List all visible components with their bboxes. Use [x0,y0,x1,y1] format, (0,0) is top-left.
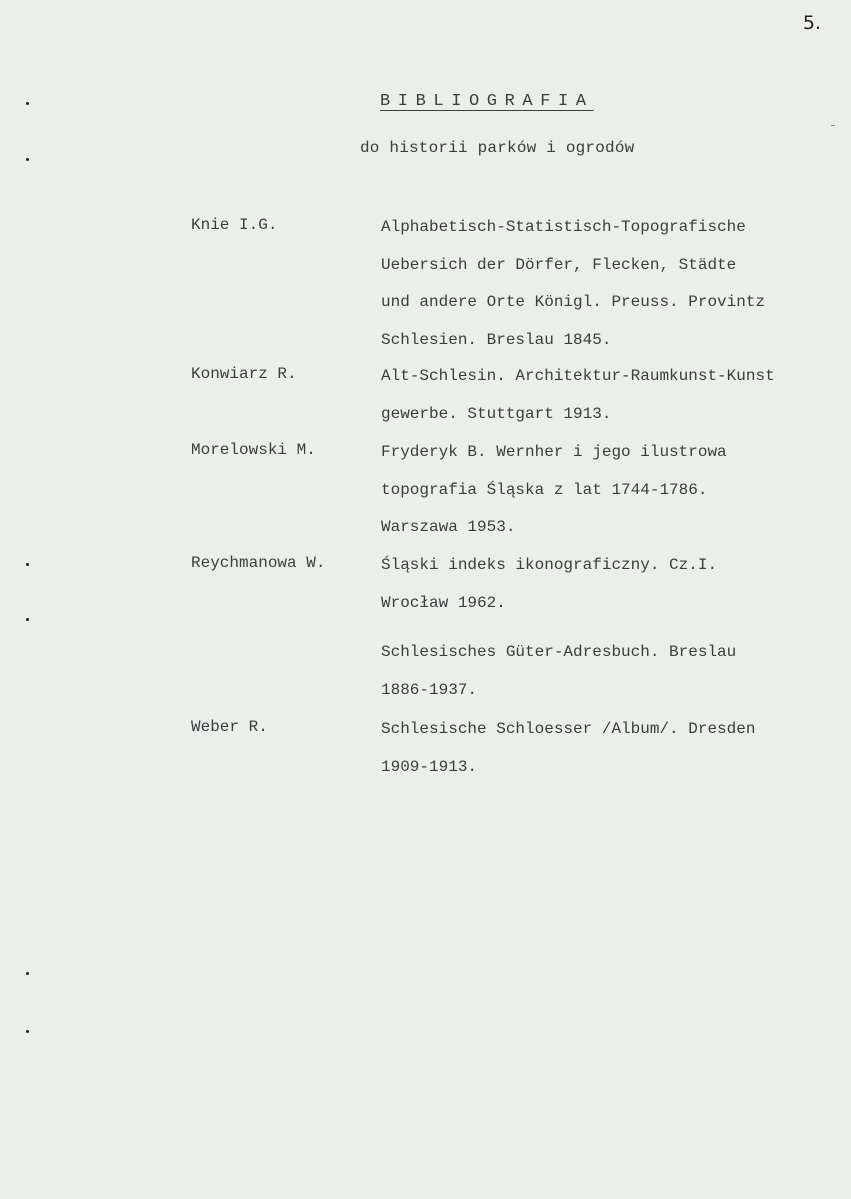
margin-dot [26,972,29,975]
page-title: BIBLIOGRAFIA [380,92,594,111]
citation-line: gewerbe. Stuttgart 1913. [381,404,612,423]
citation-line: Alphabetisch-Statistisch-Topografische [381,218,746,236]
citation-line: Schlesien. Breslau 1845. [381,330,612,349]
citation-line: 1886-1937. [381,680,478,699]
entry-author: Konwiarz R. [191,365,297,383]
citation-line: Schlesische Schloesser /Album/. Dresden [381,720,756,738]
citation-line: Uebersich der Dörfer, Flecken, Städte [381,255,737,274]
margin-dot [26,563,29,566]
margin-dot [26,158,29,161]
entry-author: Reychmanowa W. [191,554,326,572]
citation-line: Schlesisches Güter-Adresbuch. Breslau [381,643,737,661]
citation-line: und andere Orte Königl. Preuss. Provintz [381,293,766,311]
margin-dot [26,1030,29,1033]
citation-line: Śląski indeks ikonograficzny. Cz.I. [381,556,718,574]
citation-line: Alt-Schlesin. Architektur-Raumkunst-Kunst [381,367,775,385]
entry-author: Knie I.G. [191,216,278,234]
entry-citation [381,216,831,366]
page-subtitle: do historii parków i ogrodów [360,139,635,157]
entry-citation [381,365,831,440]
margin-dot [26,102,29,105]
citation-line: 1909-1913. [381,757,478,776]
citation-line: topografia Śląska z lat 1744-1786. [381,480,708,499]
entry-citation [381,441,831,554]
page-number: 5. [802,12,821,34]
entry-author: Weber R. [191,718,268,736]
margin-dot [26,618,29,621]
entry-author: Morelowski M. [191,441,316,459]
entry-citation [381,641,831,716]
entry-citation [381,718,831,793]
citation-line: Wrocław 1962. [381,593,506,612]
citation-line: Fryderyk B. Wernher i jego ilustrowa [381,443,727,461]
margin-mark [831,125,835,126]
entry-citation [381,554,831,629]
citation-line: Warszawa 1953. [381,518,516,536]
